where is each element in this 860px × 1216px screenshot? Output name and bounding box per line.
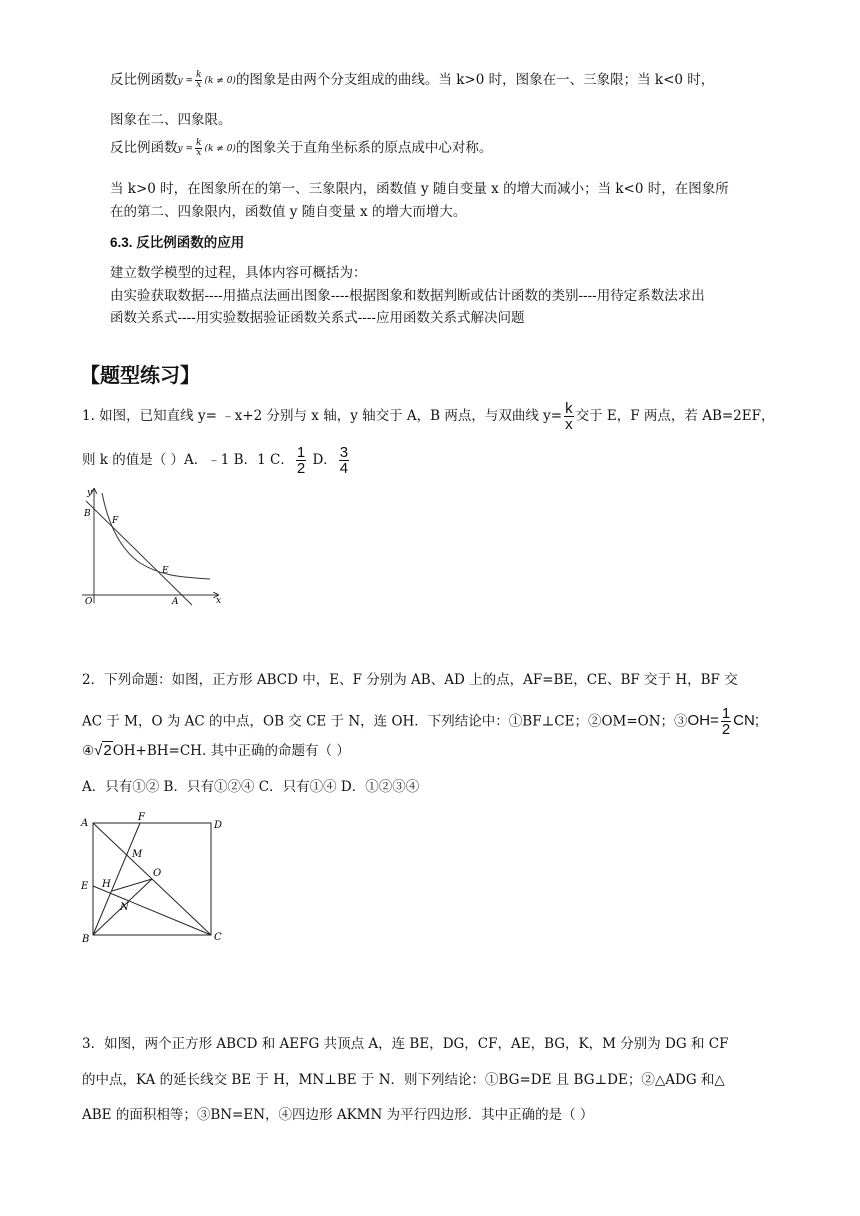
formula-y: y = — [177, 144, 193, 154]
text: 的图象是由两个分支组成的曲线。当 k>0 时，图象在一、三象限；当 k<0 时， — [235, 72, 715, 88]
formula-cond: (k ≠ 0) — [204, 76, 236, 86]
label-n: N — [120, 902, 129, 913]
label-b: B — [82, 934, 90, 945]
theory-paragraph-1-line2: 图象在二、四象限。 — [110, 112, 232, 128]
text: 反比例函数 — [110, 72, 178, 88]
label-o: O — [85, 597, 93, 607]
oh: OH= — [687, 712, 719, 730]
q3-line1: 3．如图，两个正方形 ABCD 和 AEFG 共顶点 A，连 BE，DG，CF，AE，BG，K，M 分别为 DG 和 CF — [82, 1036, 729, 1052]
label-b: B — [84, 509, 91, 519]
text: OH+BH=CH. 其中正确的命题有（ ） — [112, 743, 350, 759]
text: 则 k 的值是（ ）A．﹣1 B．1 C． — [82, 452, 294, 468]
q2-line1: 2．下列命题：如图，正方形 ABCD 中，E、F 分别为 AB、AD 上的点，AF=BE，CE、BF 交于 H，BF 交 — [82, 672, 738, 688]
formula-cond: (k ≠ 0) — [204, 144, 236, 154]
q2-line3 — [82, 739, 350, 759]
formula-x: x — [196, 148, 202, 158]
text: ④ — [82, 743, 95, 759]
q2-fraction-half — [721, 706, 731, 737]
q1-line1 — [82, 401, 774, 432]
text: AC 于 M，O 为 AC 的中点，OB 交 CE 于 N，连 OH．下列结论中：①BF⊥CE；②OM=ON；③ — [82, 713, 688, 730]
formula-k: k — [196, 70, 202, 80]
section-title: 【题型练习】 — [80, 365, 200, 387]
inline-formula — [178, 71, 236, 90]
label-f: F — [112, 516, 119, 526]
label-h: H — [102, 879, 111, 890]
theory-paragraph-4-line3: 函数关系式----用实验数据验证函数关系式----应用函数关系式解决问题 — [110, 310, 525, 326]
label-o: O — [153, 868, 162, 879]
q1-line2 — [82, 445, 351, 476]
label-y: y — [87, 488, 93, 498]
label-x: x — [216, 596, 222, 606]
label-d: D — [214, 820, 223, 831]
frac-den: 2 — [721, 721, 731, 738]
label-e: E — [162, 566, 169, 576]
text: 反比例函数 — [110, 140, 178, 156]
formula-x: x — [196, 80, 202, 90]
label-c: C — [214, 932, 222, 943]
q2-line2 — [82, 706, 759, 737]
sqrt-value: 2 — [103, 742, 112, 759]
q1-figure — [80, 483, 225, 608]
q1-option-c-fraction — [296, 445, 306, 476]
q1-fraction-k-over-x — [564, 401, 574, 432]
label-m: M — [132, 849, 143, 860]
line-bf — [93, 823, 140, 935]
frac-den: x — [565, 416, 573, 433]
q3-line3: ABE 的面积相等；③BN=EN，④四边形 AKMN 为平行四边形．其中正确的是（ ） — [82, 1107, 594, 1123]
text: 的图象关于直角坐标系的原点成中心对称。 — [235, 140, 493, 156]
q2-options: A．只有①② B．只有①②④ C．只有①④ D．①②③④ — [82, 779, 420, 795]
q2-formula-3 — [687, 705, 759, 738]
frac-num: 1 — [721, 705, 731, 722]
line-ab — [86, 501, 192, 605]
sqrt-symbol: √2 — [94, 742, 112, 759]
frac-num: 3 — [339, 444, 349, 461]
formula-fraction — [195, 139, 202, 158]
theory-paragraph-4-line2: 由实验获取数据----用描点法画出图象----根据图象和数据判断或估计函数的类别----用待定系数法求出 — [110, 288, 705, 304]
text: 1. 如图，已知直线 y= ﹣x+2 分别与 x 轴，y 轴交于 A，B 两点，与双曲线 y= — [82, 408, 563, 424]
text: D． — [308, 452, 337, 468]
formula-fraction — [195, 71, 202, 90]
label-a: A — [172, 597, 179, 607]
frac-num: k — [565, 400, 573, 417]
frac-num: 1 — [296, 444, 306, 461]
theory-paragraph-3-line2: 在的第二、四象限内，函数值 y 随自变量 x 的增大而增大。 — [110, 204, 467, 220]
inline-formula — [178, 139, 236, 158]
theory-paragraph-2 — [110, 136, 492, 158]
frac-den: 2 — [296, 460, 306, 477]
theory-paragraph-3-line1: 当 k>0 时，在图象所在的第一、三象限内，函数值 y 随自变量 x 的增大而减小；当 k<0 时，在图象所 — [110, 181, 729, 197]
label-e: E — [81, 881, 89, 892]
q1-option-d-fraction — [339, 445, 349, 476]
theory-paragraph-1 — [110, 68, 714, 90]
formula-k: k — [196, 138, 202, 148]
q3-line2: 的中点，KA 的延长线交 BE 于 H，MN⊥BE 于 N．则下列结论：①BG=DE 且 BG⊥DE；②△ADG 和△ — [82, 1072, 725, 1088]
line-ec — [93, 886, 211, 935]
formula-y: y = — [177, 76, 193, 86]
hyperbola-curve — [102, 493, 210, 579]
sub-heading: 6.3. 反比例函数的应用 — [110, 235, 245, 250]
cn: CN; — [733, 712, 759, 730]
q2-figure — [78, 808, 228, 948]
label-a: A — [81, 818, 89, 829]
label-f: F — [138, 812, 145, 823]
text: 交于 E，F 两点，若 AB=2EF， — [575, 408, 775, 424]
frac-den: 4 — [339, 460, 349, 477]
theory-paragraph-4-line1: 建立数学模型的过程，具体内容可概括为： — [110, 265, 367, 281]
